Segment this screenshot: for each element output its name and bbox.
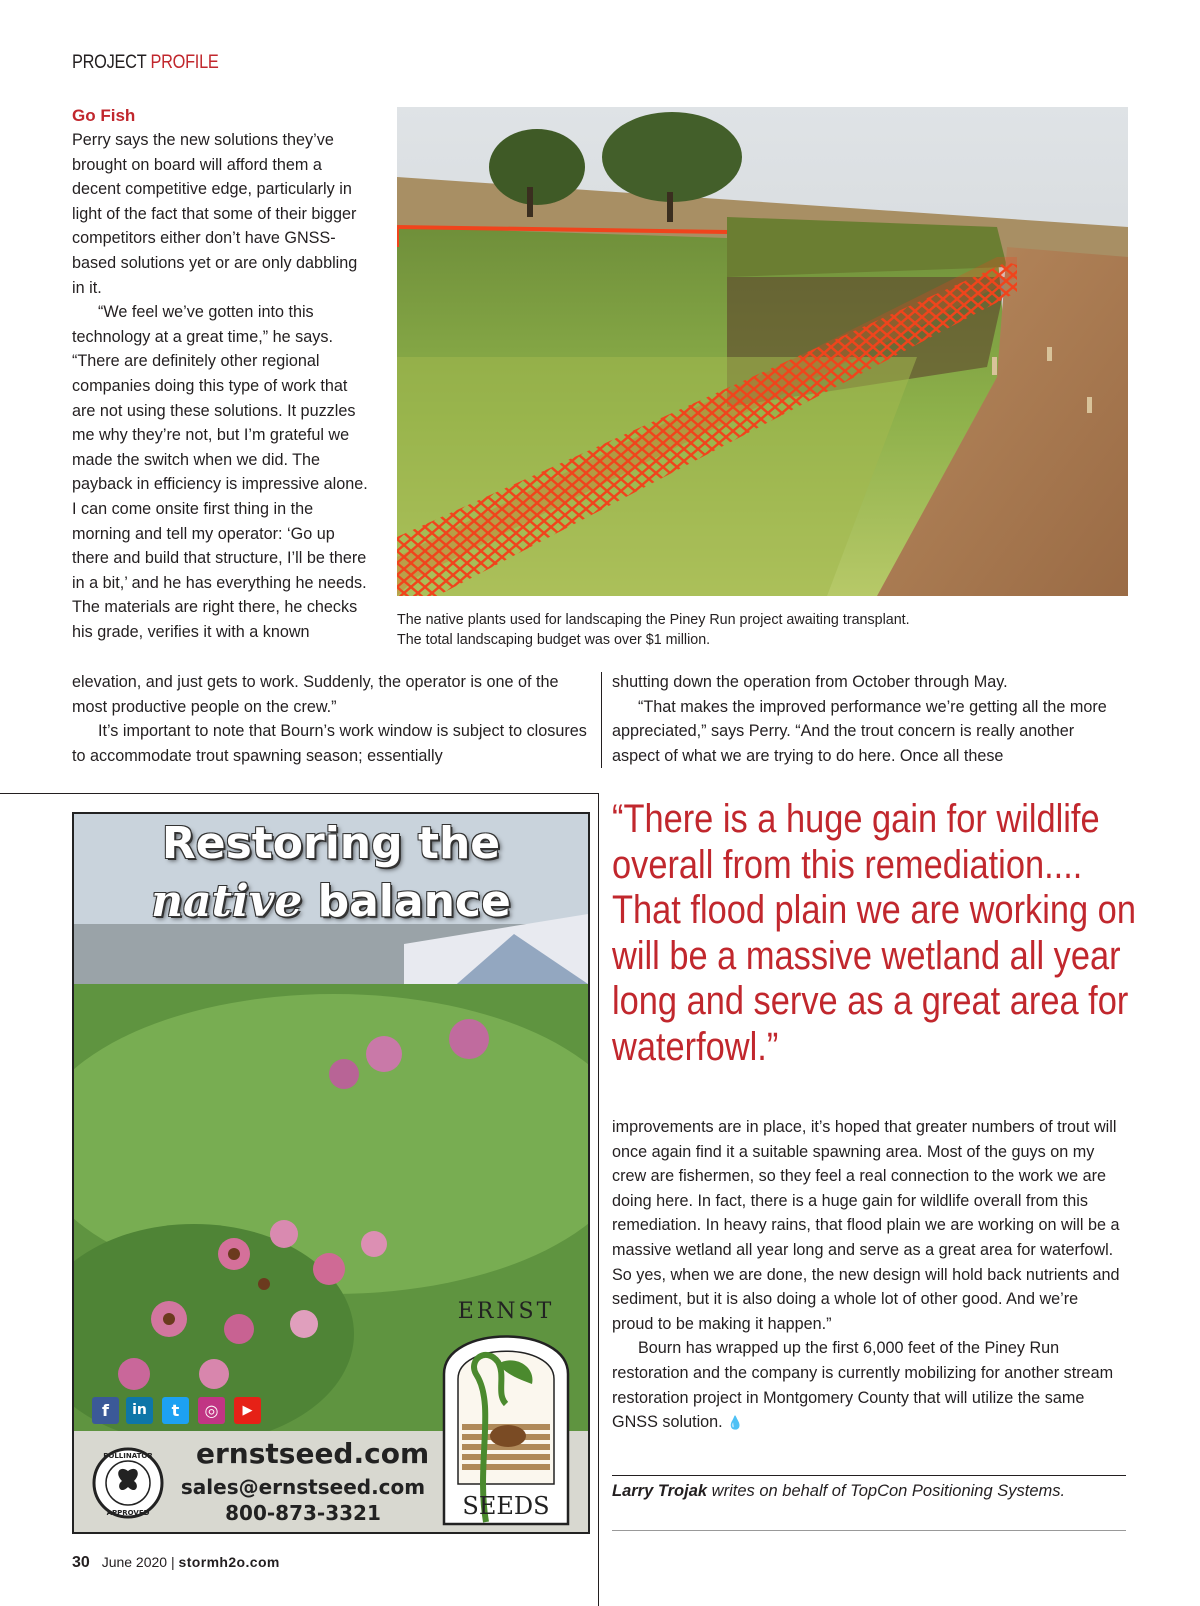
column-rule <box>601 672 602 768</box>
page-footer <box>72 1554 280 1572</box>
ernst-seeds-ad[interactable] <box>72 812 590 1534</box>
ad-side-rule <box>598 793 599 1606</box>
paragraph: “We feel we’ve gotten into this technology at a great time,” he says. “There are definitely other regional companies doing this type of work that are not using these solutions. It puzzles me why they’re not, but I’m grateful we made the switch when we did. The payback in efficiency is impressive alone. I can come onsite first thing in the morning and tell my operator: ‘Go up there and build that structure, I’ll be there in a bit,’ and he has everything he needs. The materials are right there, he checks his grade, verifies it with a known <box>72 303 368 641</box>
byline-bottom-rule <box>612 1530 1126 1531</box>
section-label-part1: PROJECT <box>72 52 147 73</box>
ad-title-line-2 <box>74 876 588 927</box>
byline-author: Larry Trojak <box>612 1482 708 1500</box>
left-column-continued <box>72 670 594 768</box>
end-mark-icon: 💧 <box>727 1415 744 1431</box>
pollinator-approved-badge <box>92 1447 164 1519</box>
ad-phone-number[interactable]: 800-873-3321 <box>225 1501 381 1525</box>
pull-quote: “There is a huge gain for wildlife overall from this remediation.... That flood plain we are working on will be a massive wetland all year long and serve as a great area for waterfowl.” <box>612 797 1136 1069</box>
paragraph: shutting down the operation from October through May. <box>612 673 1008 691</box>
page-number: 30 <box>72 1554 90 1571</box>
ernst-seeds-logo <box>436 1284 576 1528</box>
paragraph: It’s important to note that Bourn’s work window is subject to closures to accommodate trout spawning season; essentially <box>72 722 587 765</box>
youtube-icon[interactable]: ▶ <box>234 1397 261 1424</box>
photo-caption <box>397 610 1117 650</box>
logo-ernst-text: ERNST <box>457 1299 555 1324</box>
caption-line-1: The native plants used for landscaping the Piney Run project awaiting transplant. <box>397 612 910 628</box>
caption-line-2: The total landscaping budget was over $1 million. <box>397 632 711 648</box>
paragraph: elevation, and just gets to work. Suddenly, the operator is one of the most productive people on the crew.” <box>72 673 559 716</box>
footer-separator: | <box>170 1554 175 1570</box>
ernst-seeds-logo-art <box>436 1284 576 1528</box>
ad-top-rule <box>0 793 598 794</box>
section-label-part2: PROFILE <box>150 52 219 73</box>
ad-title-line-1: Restoring the <box>161 818 501 869</box>
linkedin-icon[interactable]: in <box>126 1397 153 1424</box>
byline <box>612 1482 1132 1501</box>
ad-title-balance: balance <box>317 876 511 927</box>
paragraph: improvements are in place, it’s hoped that greater numbers of trout will once again find it a suitable spawning area. Most of the guys on my crew are fishermen, so they feel a real connection to the work we are doing here. In fact, there is a huge gain for wildlife overall from this remediation. In heavy rains, that flood plain we are working on will be a massive wetland all year long and serve as a great area for waterfowl. So yes, when we are done, the new design will hold back nutrients and sediment, but it is also doing a whole lot of other good. And we’re proud to be making it happen.” <box>612 1118 1120 1333</box>
logo-seeds-text: SEEDS <box>462 1492 550 1520</box>
right-column-lower <box>612 1115 1124 1436</box>
facebook-icon[interactable]: f <box>92 1397 119 1424</box>
paragraph: “That makes the improved performance we’re getting all the more appreciated,” says Perry. “And the trout concern is really another aspect of what we are trying to do here. Once all these <box>612 697 1107 765</box>
left-column <box>72 104 372 644</box>
twitter-icon[interactable]: t <box>162 1397 189 1424</box>
paragraph: Perry says the new solutions they’ve brought on board will afford them a decent competitive edge, particularly in light of the fact that some of their bigger competitors either don’t have GNSS-based solutions yet or are only dabbling in it. <box>72 131 358 297</box>
instagram-icon[interactable]: ◎ <box>198 1397 225 1424</box>
badge-bottom-text: APPROVED <box>106 1509 150 1517</box>
byline-top-rule <box>612 1475 1126 1476</box>
subhead-go-fish: Go Fish <box>72 106 136 125</box>
section-label <box>72 52 219 74</box>
paragraph-text: Bourn has wrapped up the first 6,000 feet of the Piney Run restoration and the company is currently mobilizing for another stream restoration project in Montgomery County that will utilize the same GNSS solution. <box>612 1339 1114 1432</box>
footer-site-link[interactable]: stormh2o.com <box>178 1554 280 1570</box>
issue-date: June 2020 <box>101 1554 168 1570</box>
paragraph <box>612 1336 1124 1435</box>
ad-title-native: native <box>151 876 303 927</box>
ad-email-link[interactable]: sales@ernstseed.com <box>180 1475 426 1499</box>
ad-website-link[interactable]: ernstseed.com <box>196 1437 430 1470</box>
byline-text: writes on behalf of TopCon Positioning Systems. <box>707 1482 1066 1500</box>
badge-top-text: POLLINATOR <box>103 1452 153 1460</box>
photo-native-plants-image <box>397 107 1128 596</box>
right-column-upper <box>612 670 1122 768</box>
photo-native-plants <box>397 107 1128 596</box>
